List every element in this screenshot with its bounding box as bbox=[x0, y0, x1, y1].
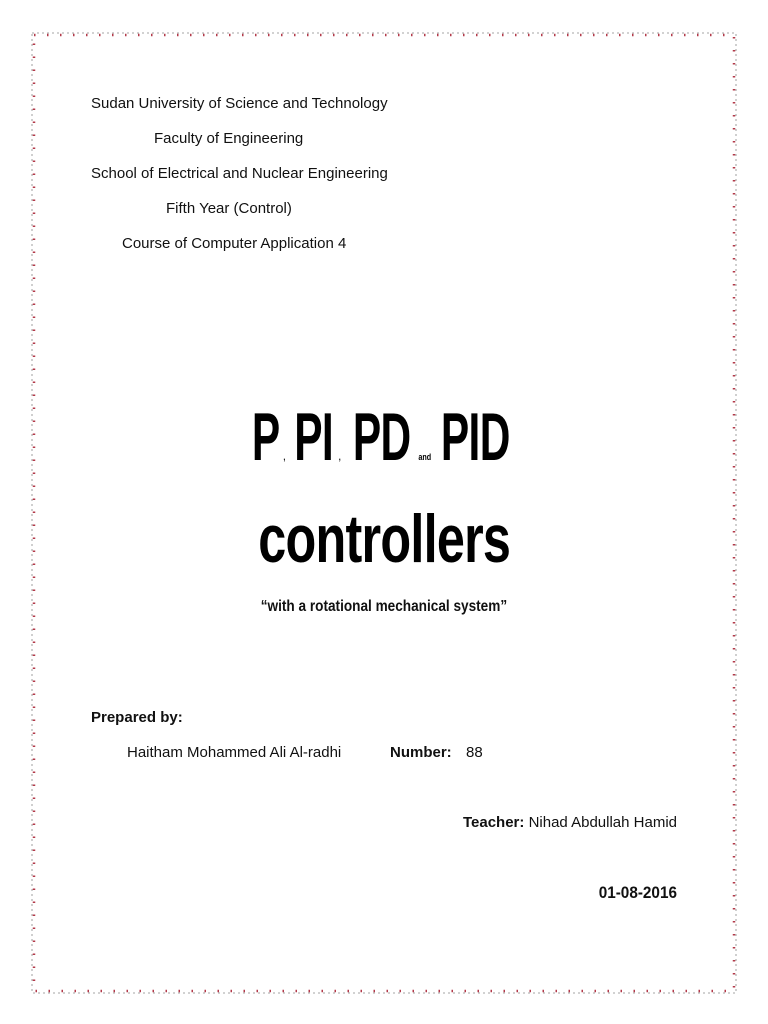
prepared-by-label: Prepared by: bbox=[91, 709, 183, 726]
title-pid: PID bbox=[441, 399, 511, 475]
number-label: Number: bbox=[390, 744, 452, 761]
teacher-label: Teacher: bbox=[462, 814, 525, 831]
subtitle-text: “with a rotational mechanical system” bbox=[260, 598, 508, 615]
title-pi: PI bbox=[294, 399, 334, 475]
student-number: 88 bbox=[466, 744, 483, 761]
document-date bbox=[590, 883, 677, 903]
school-name: School of Electrical and Nuclear Engineering bbox=[91, 165, 388, 182]
title-pd: PD bbox=[352, 399, 411, 475]
subtitle bbox=[0, 598, 768, 616]
title-line-2 bbox=[0, 501, 768, 577]
year-line: Fifth Year (Control) bbox=[166, 200, 292, 217]
author-name: Haitham Mohammed Ali Al-radhi bbox=[127, 744, 342, 761]
title-and: and bbox=[418, 452, 432, 462]
faculty-name: Faculty of Engineering bbox=[154, 130, 304, 147]
title-line-1 bbox=[0, 399, 768, 475]
title-p: P bbox=[252, 399, 280, 475]
teacher-line bbox=[463, 814, 677, 832]
university-name: Sudan University of Science and Technology bbox=[91, 95, 388, 112]
course-line: Course of Computer Application 4 bbox=[122, 235, 347, 252]
title-separator: , bbox=[339, 452, 342, 462]
title-separator: , bbox=[283, 452, 286, 462]
teacher-name: Nihad Abdullah Hamid bbox=[528, 814, 677, 831]
date-text: 01-08-2016 bbox=[598, 883, 677, 902]
title-controllers: controllers bbox=[258, 501, 510, 577]
